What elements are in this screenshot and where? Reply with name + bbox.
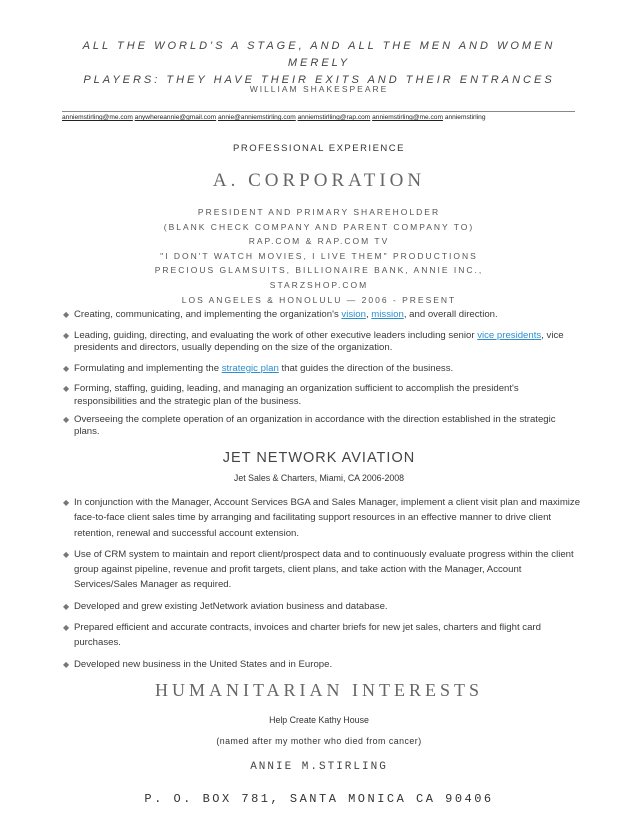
- mission-link[interactable]: mission: [371, 309, 404, 320]
- bullet-item: ◆ In conjunction with the Manager, Account Services BGA and Sales Manager, implement a client visit plan and maximize face-to-face client sales time by arranging and facilitating support resources in an effective manner to drive client retention, renewal and successful account extension.: [63, 497, 581, 539]
- quote-line-1: ALL THE WORLD'S A STAGE, AND ALL THE MEN AND WOMEN MERELY: [82, 40, 556, 69]
- divider: [62, 111, 575, 112]
- bullet-icon: ◆: [63, 330, 70, 340]
- email-link[interactable]: anniemstirlling@rap.com: [297, 114, 371, 121]
- bullet-icon: ◆: [63, 659, 70, 669]
- bullet-item: ◆ Formulating and implementing the strategic plan that guides the direction of the business.: [63, 362, 454, 374]
- bullet-item: ◆ Creating, communicating, and implementing the organization's vision, mission, and overall direction.: [63, 309, 498, 320]
- email-link[interactable]: annie@anniemstirling.com: [217, 114, 296, 121]
- role-line: STARZSHOP.COM: [269, 279, 369, 290]
- role-line: (BLANK CHECK COMPANY AND PARENT COMPANY TO): [163, 221, 475, 232]
- strategic-plan-link[interactable]: strategic plan: [221, 362, 279, 374]
- role-line: PRECIOUS GLAMSUITS, BILLIONAIRE BANK, ANNIE INC.,: [154, 265, 484, 276]
- bullet-icon: ◆: [63, 498, 70, 507]
- email-list: [62, 114, 582, 121]
- bullet-icon: ◆: [63, 414, 70, 424]
- company1-bullets: [62, 309, 582, 444]
- humanitarian-note: (named after my mother who died from cancer): [216, 736, 422, 746]
- bullet-item: ◆ Developed new business in the United States and in Europe.: [62, 657, 582, 672]
- role-line: RAP.COM & RAP.COM TV: [248, 236, 390, 247]
- email-link[interactable]: anywhereannie@gmail.com: [134, 114, 217, 121]
- bullet-item: ◆ Leading, guiding, directing, and evaluating the work of other executive leaders including senior vice presidents, vice presidents and directors, usually depending on the size of the organization.: [63, 329, 564, 354]
- bullet-item: ◆ Overseeing the complete operation of an organization in accordance with the direction established in the strategic plans.: [63, 413, 556, 438]
- role-line: "I DON'T WATCH MOVIES, I LIVE THEM" PRODUCTIONS: [160, 250, 478, 261]
- header-quote: [60, 38, 578, 89]
- bullet-icon: ◆: [63, 363, 70, 373]
- company-name: JET NETWORK AVIATION: [222, 450, 416, 466]
- bullet-icon: ◆: [63, 601, 70, 611]
- quote-author: WILLIAM SHAKESPEARE: [249, 84, 389, 94]
- humanitarian-line: Help Create Kathy House: [269, 715, 369, 725]
- bullet-item: ◆ Prepared efficient and accurate contracts, invoices and charter briefs for new jet sales, charters and flight card purchases.: [63, 622, 541, 649]
- email-link[interactable]: anniemstirling@me.com: [62, 114, 133, 121]
- section-title: PROFESSIONAL EXPERIENCE: [233, 143, 405, 154]
- role-line: PRESIDENT AND PRIMARY SHAREHOLDER: [197, 207, 441, 217]
- role-list: [0, 205, 638, 307]
- email-link[interactable]: anniemstirling@me.com: [372, 114, 443, 121]
- role-line: LOS ANGELES & HONOLULU — 2006 - PRESENT: [181, 294, 457, 305]
- vision-link[interactable]: vision: [341, 309, 366, 320]
- bullet-item: ◆ Forming, staffing, guiding, leading, and managing an organization sufficient to accomplish the president's responsibilities and the strategic plan of the business.: [63, 383, 519, 407]
- footer-name: ANNIE M.STIRLING: [250, 761, 388, 773]
- quote-line-2: PLAYERS: THEY HAVE THEIR EXITS AND THEIR ENTRANCES: [83, 74, 555, 86]
- bullet-icon: ◆: [63, 623, 70, 633]
- bullet-item: ◆ Use of CRM system to maintain and report client/prospect data and to continuously evaluate progress within the client group against pipeline, revenue and profit targets, client plans, and take action with the Manager, Account Services/Sales Manager as required.: [63, 548, 574, 591]
- footer-address: P. O. BOX 781, SANTA MONICA CA 90406: [144, 792, 494, 806]
- bullet-icon: ◆: [63, 384, 70, 394]
- company-subtitle: Jet Sales & Charters, Miami, CA 2006-2008: [233, 473, 405, 483]
- bullet-icon: ◆: [63, 549, 70, 559]
- email-text: anniemstirling: [444, 114, 486, 121]
- bullet-icon: ◆: [63, 310, 70, 319]
- company-name: A. CORPORATION: [212, 170, 426, 191]
- bullet-item: ◆ Developed and grew existing JetNetwork aviation business and database.: [62, 599, 582, 614]
- company2-bullets: [62, 495, 582, 678]
- vice-presidents-link[interactable]: vice presidents: [477, 329, 542, 341]
- humanitarian-title: HUMANITARIAN INTERESTS: [154, 680, 484, 700]
